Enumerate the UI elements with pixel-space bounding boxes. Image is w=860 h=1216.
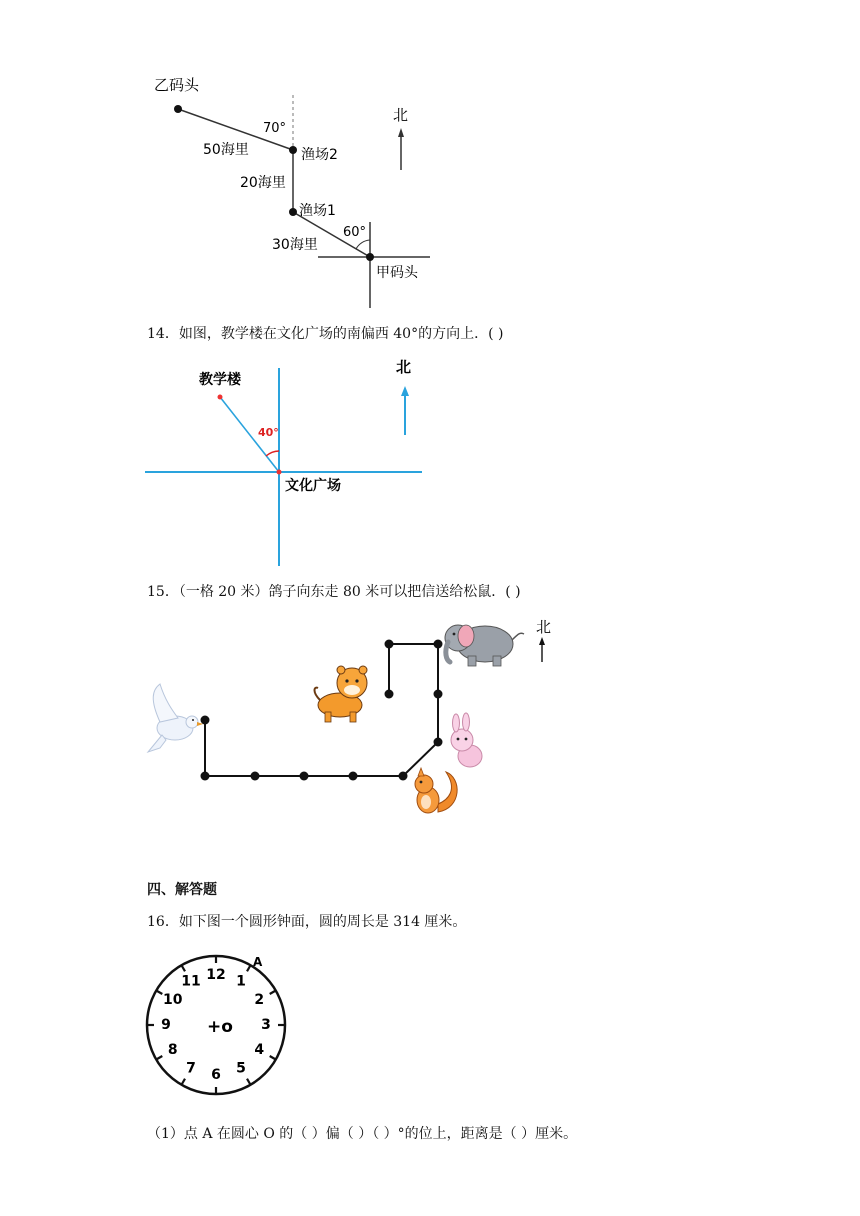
clock-number: 10 xyxy=(162,992,183,1008)
rabbit-icon xyxy=(451,713,482,767)
north-arrowhead-icon xyxy=(398,128,404,137)
node xyxy=(385,640,394,649)
node xyxy=(434,690,443,699)
fishing-route-diagram xyxy=(140,70,440,315)
question-14-text: 14．如图，教学楼在文化广场的南偏西 40°的方向上．( ) xyxy=(147,326,504,342)
point-yi xyxy=(174,105,182,113)
section-4-title: 四、解答题 xyxy=(147,882,217,898)
label-angle-60: 60° xyxy=(343,225,367,240)
clock-tick xyxy=(270,1056,276,1060)
label-jia-matou: 甲码头 xyxy=(376,265,418,281)
north-arrowhead-icon xyxy=(539,637,545,645)
label-yuchang1: 渔场1 xyxy=(299,203,336,219)
question-16-sub-1: （1）点 A 在圆心 O 的（ ）偏（ ）（ ）°的位上，距离是（ ）厘米。 xyxy=(147,1126,578,1142)
node xyxy=(251,772,260,781)
point-building xyxy=(218,395,223,400)
clock-tick xyxy=(156,1056,162,1060)
node xyxy=(399,772,408,781)
label-angle-70: 70° xyxy=(263,121,287,136)
question-15-text: 15．（一格 20 米）鸽子向东走 80 米可以把信送给松鼠．( ) xyxy=(147,584,521,600)
clock-number: 2 xyxy=(254,992,265,1008)
clock-point-a: A xyxy=(253,955,263,969)
clock-number: 3 xyxy=(261,1017,271,1033)
node xyxy=(300,772,309,781)
node xyxy=(201,772,210,781)
clock-face-diagram xyxy=(140,948,290,1098)
label-angle-40: 40° xyxy=(258,426,279,439)
clock-tick xyxy=(182,1079,186,1085)
node xyxy=(434,640,443,649)
north-arrowhead-icon xyxy=(401,386,409,396)
clock-number: 9 xyxy=(161,1017,171,1033)
clock-number: 1 xyxy=(236,973,246,990)
label-dist-50: 50海里 xyxy=(203,142,249,158)
clock-number: 8 xyxy=(167,1042,178,1058)
label-north: 北 xyxy=(396,358,412,376)
squirrel-icon xyxy=(415,768,457,813)
point-yuchang2 xyxy=(289,146,297,154)
label-dist-20: 20海里 xyxy=(240,175,286,191)
point-plaza xyxy=(277,470,282,475)
angle-40-arc xyxy=(266,451,279,456)
clock-tick xyxy=(247,965,251,971)
angle-60-arc xyxy=(356,240,370,249)
node xyxy=(385,690,394,699)
clock-tick xyxy=(270,991,276,995)
label-building: 教学楼 xyxy=(199,372,241,388)
clock-tick xyxy=(247,1079,251,1085)
clock-center-o: +o xyxy=(207,1017,233,1037)
node xyxy=(349,772,358,781)
label-yuchang2: 渔场2 xyxy=(301,147,338,163)
label-plaza: 文化广场 xyxy=(285,478,341,494)
question-16-text: 16．如下图一个圆形钟面，圆的周长是 314 厘米。 xyxy=(147,914,467,930)
clock-number: 4 xyxy=(254,1042,265,1058)
clock-number: 5 xyxy=(236,1060,246,1077)
tiger-icon xyxy=(315,666,368,722)
label-north: 北 xyxy=(393,106,409,124)
clock-number: 7 xyxy=(186,1060,196,1077)
node xyxy=(201,716,210,725)
label-yi-matou: 乙码头 xyxy=(154,76,200,94)
clock-number: 11 xyxy=(181,973,201,990)
label-dist-30: 30海里 xyxy=(272,237,318,253)
school-plaza-diagram xyxy=(140,355,440,570)
point-jia xyxy=(366,253,374,261)
clock-tick xyxy=(182,965,186,971)
grid-path-diagram xyxy=(140,610,570,830)
clock-tick xyxy=(156,991,162,995)
elephant-icon xyxy=(445,625,524,666)
point-yuchang1 xyxy=(289,208,297,216)
label-north: 北 xyxy=(536,618,552,636)
node xyxy=(434,738,443,747)
clock-number: 6 xyxy=(211,1067,221,1083)
dove-icon xyxy=(148,684,203,752)
clock-number: 12 xyxy=(206,967,226,983)
